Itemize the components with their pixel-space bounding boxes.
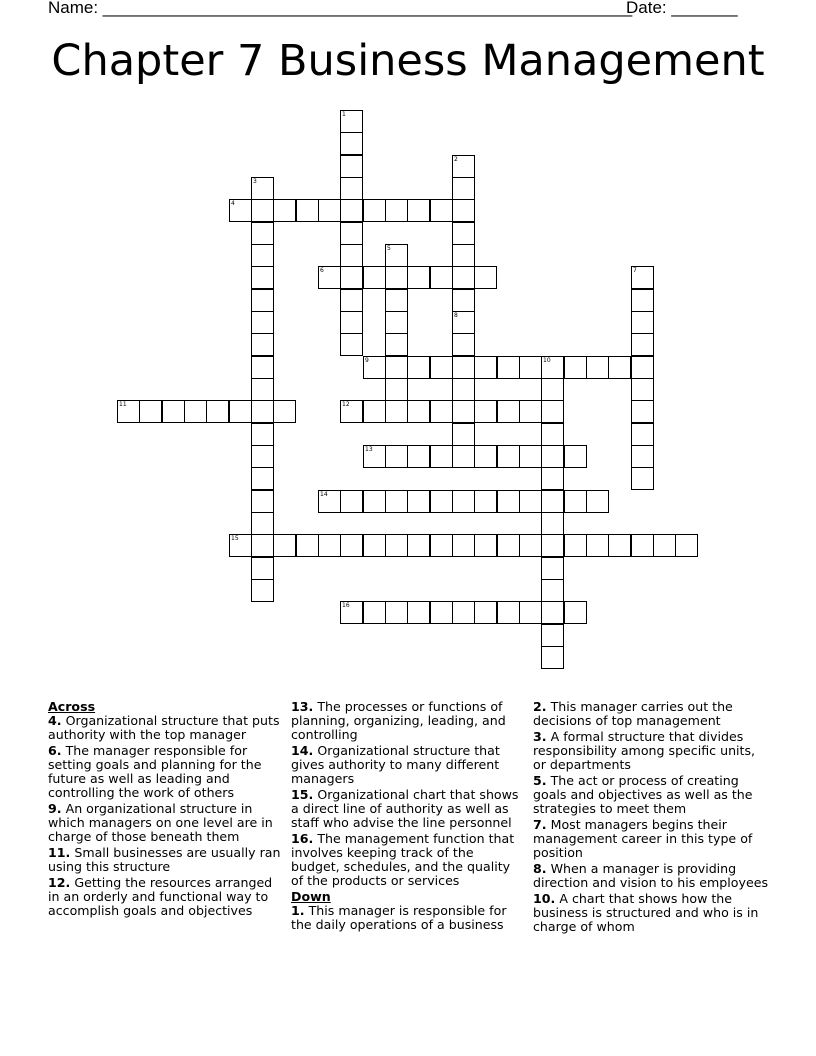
grid-cell[interactable] [340, 155, 363, 178]
grid-cell[interactable] [452, 356, 475, 379]
grid-cell[interactable] [251, 333, 274, 356]
grid-cell[interactable] [139, 400, 162, 423]
clue-down-5: 5. The act or process of creating goals and objectives as well as the strategies to meet them [533, 773, 753, 816]
grid-cell[interactable] [541, 512, 564, 535]
grid-cell[interactable] [251, 244, 274, 267]
grid-cell[interactable] [318, 199, 341, 222]
across-heading: Across [48, 699, 96, 714]
grid-cell[interactable] [452, 244, 475, 267]
grid-cell[interactable] [340, 222, 363, 245]
grid-cell[interactable] [340, 333, 363, 356]
grid-cell[interactable] [474, 445, 497, 468]
grid-cell[interactable] [631, 289, 654, 312]
grid-cell[interactable] [385, 356, 408, 379]
grid-cell[interactable] [251, 400, 274, 423]
grid-cell[interactable] [430, 490, 453, 513]
grid-cell[interactable] [385, 378, 408, 401]
grid-cell[interactable] [564, 490, 587, 513]
grid-cell[interactable] [541, 624, 564, 647]
grid-cell[interactable] [251, 356, 274, 379]
grid-cell[interactable] [586, 534, 609, 557]
grid-cell[interactable] [519, 445, 542, 468]
grid-cell[interactable] [631, 400, 654, 423]
grid-cell[interactable] [452, 289, 475, 312]
clue-across-13: 13. The processes or functions of planning, organizing, leading, and controlling [291, 699, 506, 742]
grid-cell[interactable] [229, 199, 252, 222]
grid-cell[interactable] [586, 356, 609, 379]
grid-cell[interactable] [385, 199, 408, 222]
grid-number: 7 [633, 267, 637, 274]
grid-cell[interactable] [564, 534, 587, 557]
grid-cell[interactable] [251, 512, 274, 535]
grid-cell[interactable] [452, 534, 475, 557]
clue-column-3 [533, 700, 768, 936]
grid-cell[interactable] [452, 423, 475, 446]
grid-cell[interactable] [251, 579, 274, 602]
grid-cell[interactable] [519, 534, 542, 557]
grid-cell[interactable] [251, 445, 274, 468]
grid-cell[interactable] [251, 467, 274, 490]
grid-number: 9 [365, 357, 369, 364]
grid-cell[interactable] [407, 199, 430, 222]
clue-across-16: 16. The management function that involves keeping track of the budget, schedules, and the quality of the products or services [291, 831, 515, 888]
grid-cell[interactable] [541, 423, 564, 446]
grid-cell[interactable] [385, 400, 408, 423]
clue-down-8: 8. When a manager is providing direction and vision to his employees [533, 861, 769, 890]
grid-cell[interactable] [251, 199, 274, 222]
grid-cell[interactable] [273, 400, 296, 423]
grid-number: 11 [119, 401, 127, 408]
grid-cell[interactable] [474, 601, 497, 624]
grid-cell[interactable] [452, 445, 475, 468]
grid-number: 3 [253, 178, 257, 185]
grid-number: 14 [320, 491, 328, 498]
grid-cell[interactable] [229, 400, 252, 423]
grid-cell[interactable] [430, 445, 453, 468]
grid-cell[interactable] [363, 199, 386, 222]
grid-cell[interactable] [519, 356, 542, 379]
grid-cell[interactable] [519, 400, 542, 423]
grid-cell[interactable] [318, 266, 341, 289]
grid-cell[interactable] [541, 579, 564, 602]
grid-number: 8 [454, 312, 458, 319]
grid-number: 16 [342, 602, 350, 609]
clue-column-2 [291, 700, 526, 934]
clue-across-12: 12. Getting the resources arranged in an orderly and functional way to accomplish goals and objectives [48, 875, 273, 918]
grid-cell[interactable] [184, 400, 207, 423]
grid-cell[interactable] [631, 423, 654, 446]
grid-cell[interactable] [162, 400, 185, 423]
grid-cell[interactable] [474, 356, 497, 379]
grid-cell[interactable] [474, 266, 497, 289]
grid-cell[interactable] [631, 445, 654, 468]
grid-cell[interactable] [363, 266, 386, 289]
name-field-label: Name: ________________________________________________________ [48, 0, 633, 17]
grid-cell[interactable] [430, 534, 453, 557]
grid-cell[interactable] [452, 266, 475, 289]
grid-cell[interactable] [340, 400, 363, 423]
grid-cell[interactable] [251, 311, 274, 334]
grid-cell[interactable] [497, 400, 520, 423]
clue-column-1 [48, 700, 283, 920]
grid-cell[interactable] [631, 311, 654, 334]
grid-number: 4 [231, 200, 235, 207]
date-field-label: Date: _______ [626, 0, 738, 17]
grid-cell[interactable] [340, 199, 363, 222]
clue-across-6: 6. The manager responsible for setting goals and planning for the future as well as leading and controlling the work of others [48, 743, 262, 800]
grid-cell[interactable] [363, 400, 386, 423]
page-title: Chapter 7 Business Management [51, 36, 765, 86]
grid-cell[interactable] [363, 601, 386, 624]
grid-cell[interactable] [497, 445, 520, 468]
grid-cell[interactable] [117, 400, 140, 423]
grid-number: 15 [231, 535, 239, 542]
grid-cell[interactable] [541, 646, 564, 669]
grid-cell[interactable] [407, 534, 430, 557]
grid-cell[interactable] [318, 490, 341, 513]
grid-cell[interactable] [541, 400, 564, 423]
grid-cell[interactable] [452, 222, 475, 245]
grid-cell[interactable] [385, 311, 408, 334]
grid-cell[interactable] [541, 467, 564, 490]
clue-across-9: 9. An organizational structure in which managers on one level are in charge of those beneath them [48, 801, 273, 844]
grid-cell[interactable] [608, 534, 631, 557]
grid-cell[interactable] [229, 534, 252, 557]
grid-cell[interactable] [452, 601, 475, 624]
grid-cell[interactable] [497, 490, 520, 513]
grid-cell[interactable] [430, 266, 453, 289]
grid-cell[interactable] [340, 601, 363, 624]
grid-cell[interactable] [452, 400, 475, 423]
clue-across-4: 4. Organizational structure that puts authority with the top manager [48, 713, 280, 742]
grid-cell[interactable] [296, 534, 319, 557]
grid-cell[interactable] [363, 490, 386, 513]
grid-cell[interactable] [385, 333, 408, 356]
grid-cell[interactable] [430, 356, 453, 379]
grid-cell[interactable] [541, 445, 564, 468]
grid-cell[interactable] [318, 534, 341, 557]
grid-cell[interactable] [206, 400, 229, 423]
grid-cell[interactable] [452, 333, 475, 356]
grid-cell[interactable] [452, 378, 475, 401]
grid-cell[interactable] [541, 490, 564, 513]
grid-cell[interactable] [340, 110, 363, 133]
grid-cell[interactable] [631, 378, 654, 401]
down-heading: Down [291, 889, 331, 904]
grid-cell[interactable] [340, 132, 363, 155]
grid-cell[interactable] [407, 400, 430, 423]
grid-cell[interactable] [251, 177, 274, 200]
grid-cell[interactable] [452, 199, 475, 222]
grid-cell[interactable] [385, 601, 408, 624]
grid-cell[interactable] [675, 534, 698, 557]
grid-cell[interactable] [363, 534, 386, 557]
grid-cell[interactable] [385, 490, 408, 513]
grid-cell[interactable] [251, 266, 274, 289]
grid-cell[interactable] [452, 155, 475, 178]
grid-cell[interactable] [340, 244, 363, 267]
grid-cell[interactable] [519, 490, 542, 513]
clue-across-14: 14. Organizational structure that gives authority to many different managers [291, 743, 500, 786]
grid-number: 6 [320, 267, 324, 274]
clue-down-3: 3. A formal structure that divides responsibility among specific units, or departments [533, 729, 756, 772]
grid-cell[interactable] [363, 445, 386, 468]
grid-number: 13 [365, 446, 373, 453]
grid-cell[interactable] [608, 356, 631, 379]
grid-cell[interactable] [586, 490, 609, 513]
clue-down-7: 7. Most managers begins their management career in this type of position [533, 817, 753, 860]
grid-cell[interactable] [430, 601, 453, 624]
grid-cell[interactable] [251, 490, 274, 513]
grid-cell[interactable] [452, 177, 475, 200]
grid-cell[interactable] [251, 423, 274, 446]
grid-cell[interactable] [273, 534, 296, 557]
grid-cell[interactable] [631, 266, 654, 289]
grid-cell[interactable] [653, 534, 676, 557]
grid-cell[interactable] [363, 356, 386, 379]
grid-cell[interactable] [251, 222, 274, 245]
grid-number: 1 [342, 111, 346, 118]
clue-across-11: 11. Small businesses are usually ran using this structure [48, 845, 281, 874]
clue-down-2: 2. This manager carries out the decisions of top management [533, 699, 733, 728]
grid-cell[interactable] [407, 490, 430, 513]
grid-cell[interactable] [251, 534, 274, 557]
grid-cell[interactable] [474, 490, 497, 513]
grid-cell[interactable] [430, 199, 453, 222]
grid-cell[interactable] [564, 601, 587, 624]
grid-cell[interactable] [497, 534, 520, 557]
grid-cell[interactable] [385, 244, 408, 267]
grid-cell[interactable] [541, 356, 564, 379]
grid-cell[interactable] [385, 534, 408, 557]
grid-cell[interactable] [541, 534, 564, 557]
grid-cell[interactable] [385, 289, 408, 312]
grid-cell[interactable] [452, 490, 475, 513]
clue-across-15: 15. Organizational chart that shows a direct line of authority as well as staff who advise the line personnel [291, 787, 519, 830]
grid-cell[interactable] [407, 356, 430, 379]
grid-cell[interactable] [407, 266, 430, 289]
grid-cell[interactable] [631, 333, 654, 356]
grid-cell[interactable] [497, 356, 520, 379]
grid-cell[interactable] [296, 199, 319, 222]
grid-cell[interactable] [407, 601, 430, 624]
grid-number: 2 [454, 156, 458, 163]
grid-cell[interactable] [519, 601, 542, 624]
grid-number: 10 [543, 357, 551, 364]
grid-cell[interactable] [474, 400, 497, 423]
grid-cell[interactable] [340, 289, 363, 312]
grid-cell[interactable] [497, 601, 520, 624]
clue-down-1: 1. This manager is responsible for the daily operations of a business [291, 903, 507, 932]
grid-cell[interactable] [385, 266, 408, 289]
grid-cell[interactable] [631, 467, 654, 490]
grid-cell[interactable] [474, 534, 497, 557]
grid-cell[interactable] [385, 445, 408, 468]
grid-cell[interactable] [340, 311, 363, 334]
grid-cell[interactable] [407, 445, 430, 468]
grid-cell[interactable] [631, 534, 654, 557]
grid-cell[interactable] [251, 557, 274, 580]
clue-down-10: 10. A chart that shows how the business is structured and who is in charge of whom [533, 891, 759, 934]
grid-cell[interactable] [340, 266, 363, 289]
grid-cell[interactable] [564, 445, 587, 468]
grid-cell[interactable] [430, 400, 453, 423]
grid-cell[interactable] [251, 378, 274, 401]
grid-cell[interactable] [541, 378, 564, 401]
grid-cell[interactable] [340, 490, 363, 513]
grid-number: 12 [342, 401, 350, 408]
grid-number: 5 [387, 245, 391, 252]
grid-cell[interactable] [340, 177, 363, 200]
grid-cell[interactable] [273, 199, 296, 222]
grid-cell[interactable] [541, 557, 564, 580]
grid-cell[interactable] [564, 356, 587, 379]
grid-cell[interactable] [340, 534, 363, 557]
grid-cell[interactable] [541, 601, 564, 624]
grid-cell[interactable] [452, 311, 475, 334]
grid-cell[interactable] [631, 356, 654, 379]
grid-cell[interactable] [251, 289, 274, 312]
